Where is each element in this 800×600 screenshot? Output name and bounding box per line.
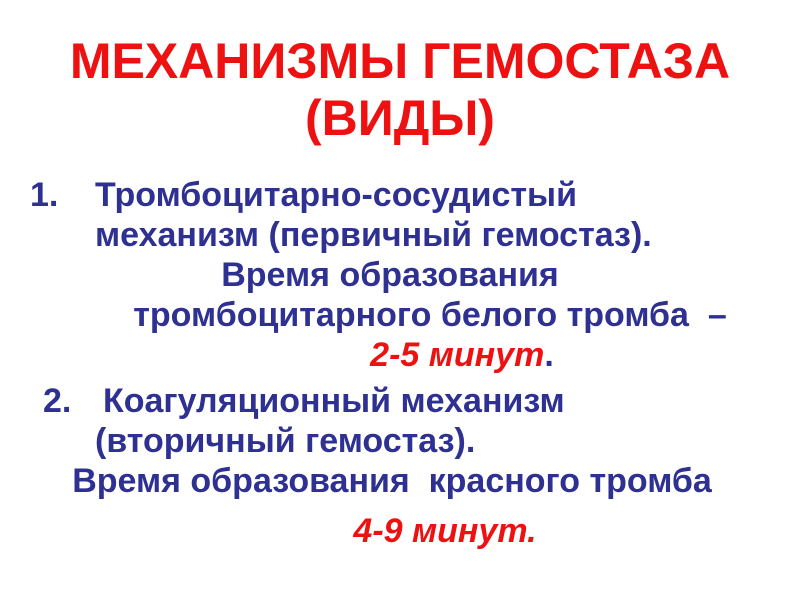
slide-title-line2: (ВИДЫ) <box>305 90 495 146</box>
list-item-2-name-line1: Коагуляционный механизм <box>103 382 565 420</box>
item-2-duration-value: 4-9 минут. <box>353 512 537 550</box>
item-2-duration-line <box>45 511 800 551</box>
item-2-time-line1: Время образования красного тромба <box>72 462 712 500</box>
item-1-time-line2: тромбоцитарного белого тромба – <box>133 296 727 334</box>
slide-title <box>0 33 800 147</box>
list-item-2 <box>0 381 800 461</box>
list-item-2-name-line2: (вторичный гемостаз). <box>95 422 476 460</box>
list-item-1-name-line2: механизм (первичный гемостаз). <box>95 216 652 254</box>
list-item-1 <box>0 175 800 255</box>
list-item-2-number: 2. <box>43 382 72 420</box>
item-1-duration-line <box>62 335 800 375</box>
list-item-1-number: 1. <box>30 176 59 214</box>
list-item-1-name-line1: Тромбоцитарно-сосудистый <box>95 176 577 214</box>
item-1-duration-value: 2-5 минут <box>370 336 545 374</box>
item-1-time-line1: Время образования <box>221 256 559 294</box>
slide-title-line1: МЕХАНИЗМЫ ГЕМОСТАЗА <box>69 33 731 89</box>
slide-body <box>0 175 800 551</box>
item-1-duration-period: . <box>544 336 554 374</box>
